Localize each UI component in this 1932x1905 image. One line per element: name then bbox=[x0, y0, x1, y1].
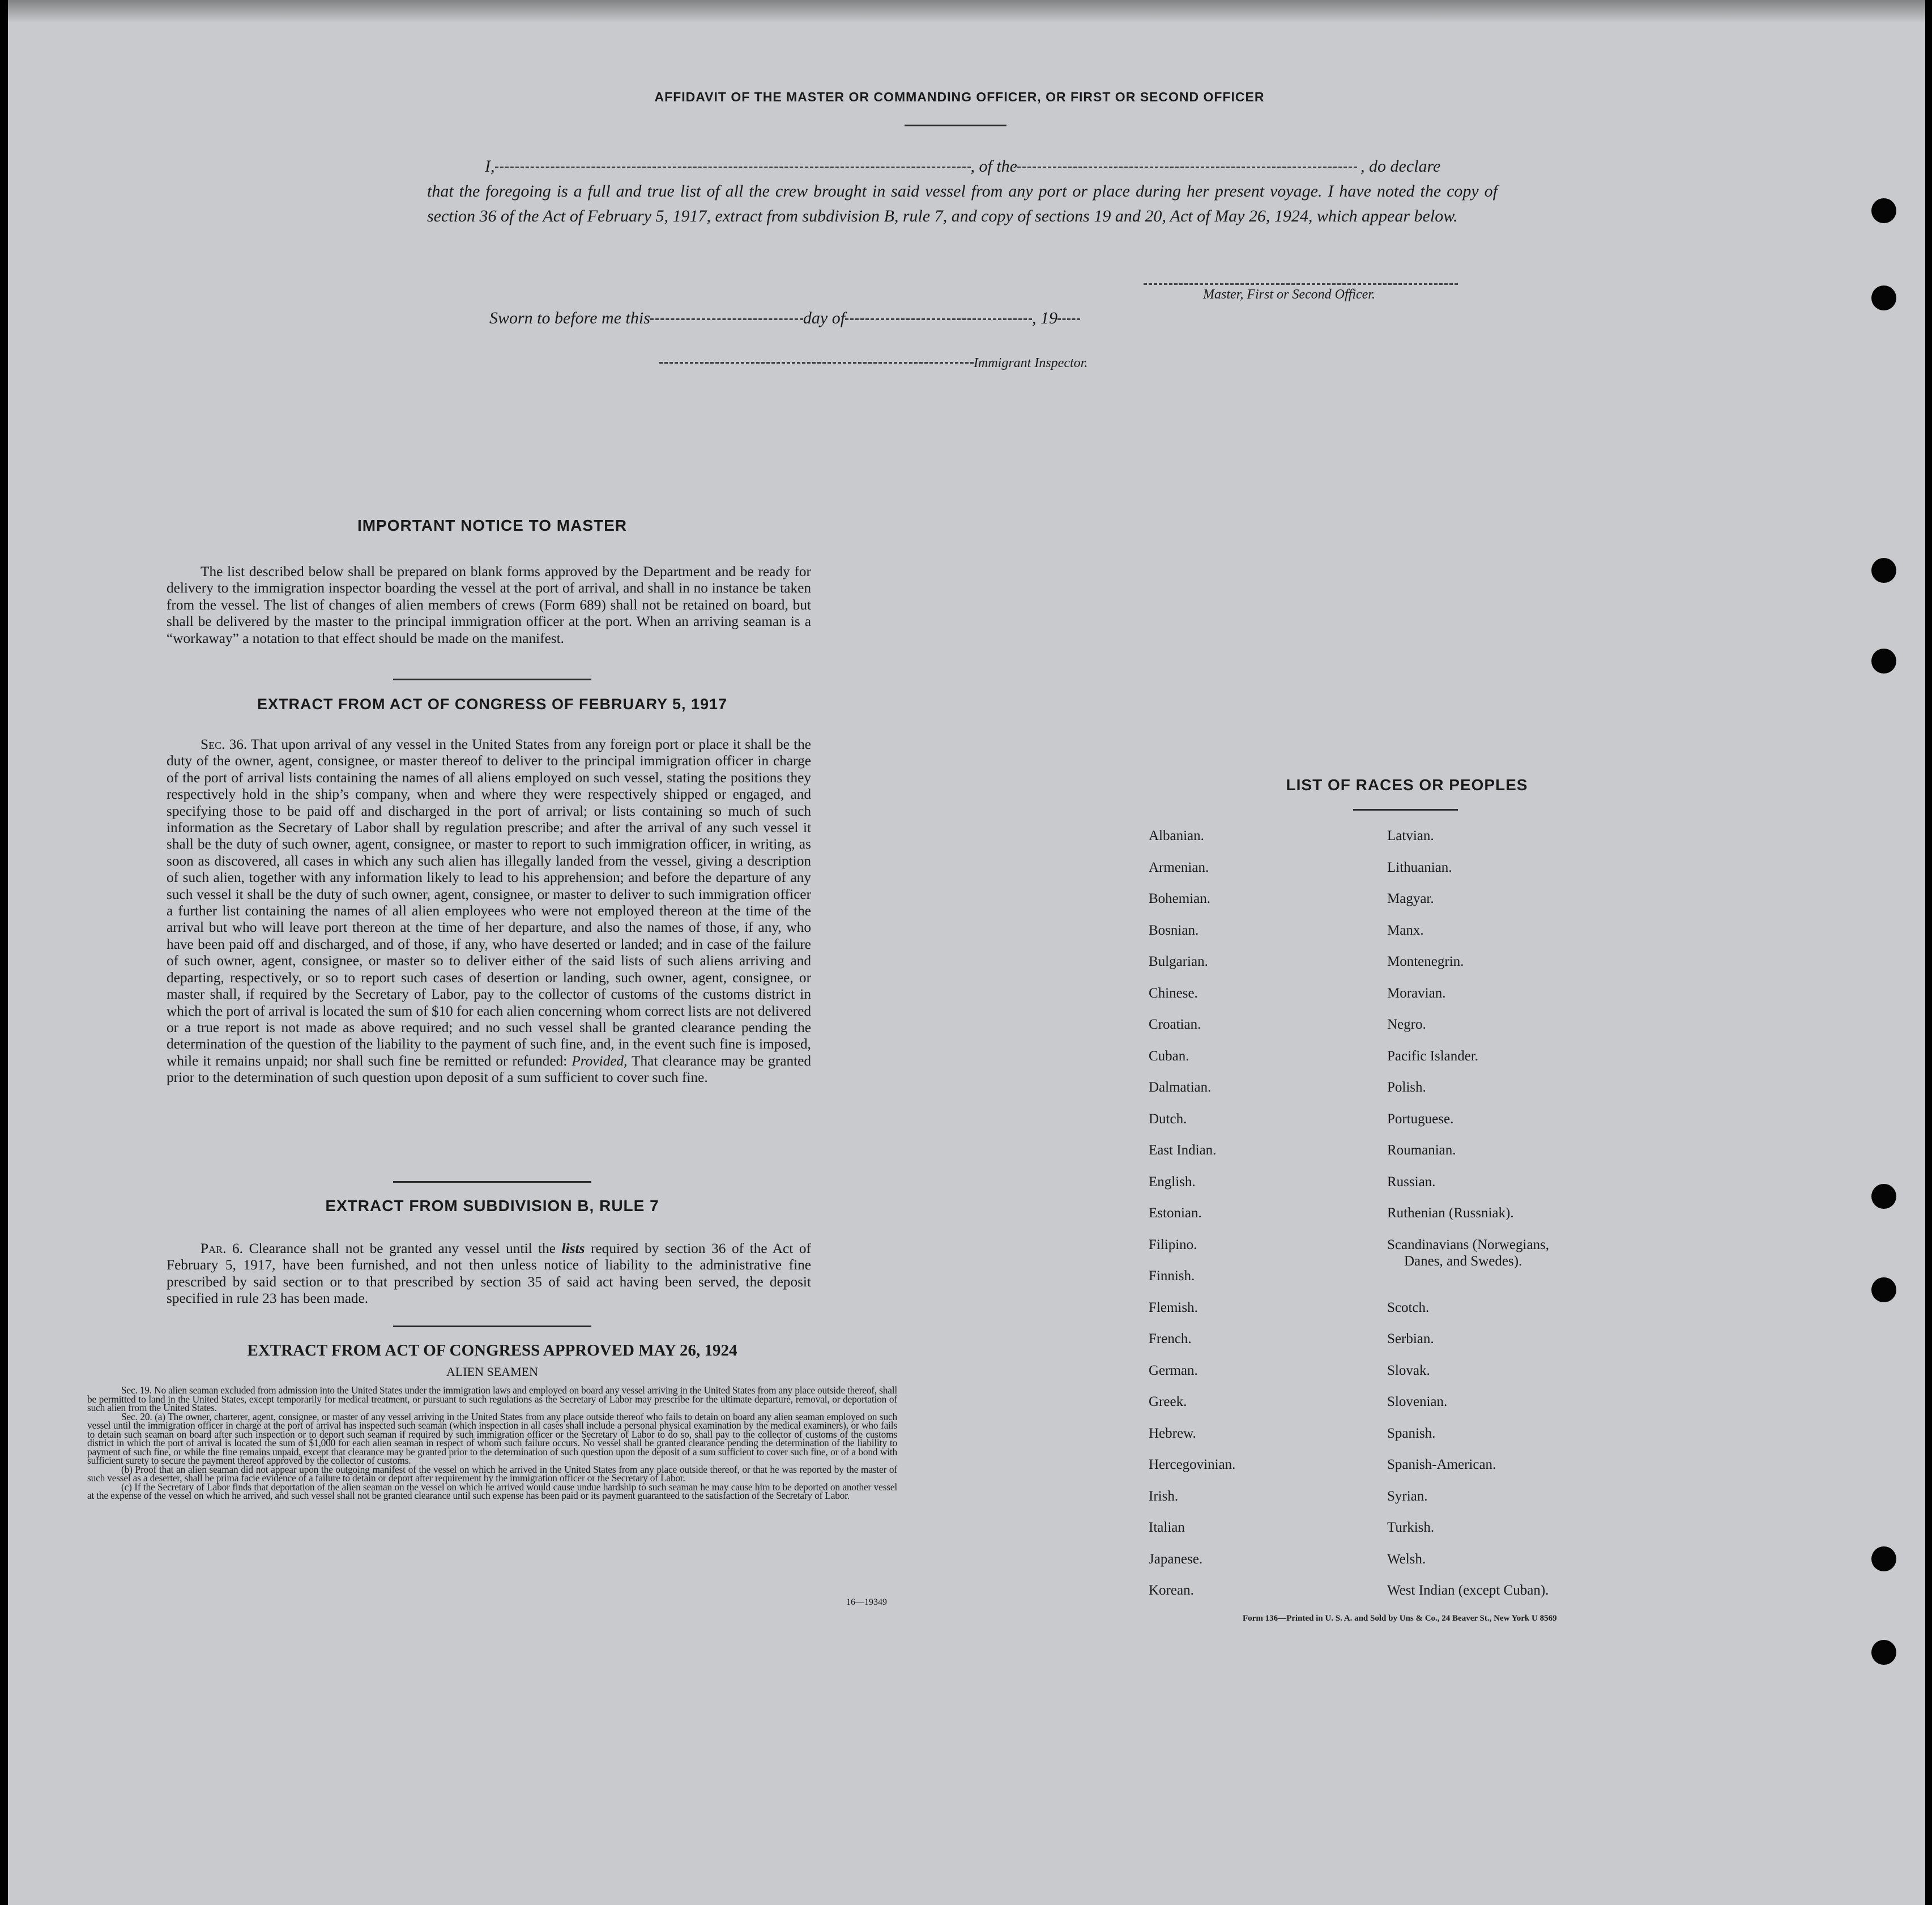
race-item: Finnish. bbox=[1149, 1268, 1195, 1284]
form-page bbox=[8, 0, 1925, 1905]
binder-hole-icon bbox=[1871, 649, 1896, 674]
race-item: Armenian. bbox=[1149, 859, 1209, 875]
race-item: Roumanian. bbox=[1387, 1143, 1456, 1158]
race-item: Slovak. bbox=[1387, 1362, 1430, 1378]
affidavit-of-the: , of the bbox=[970, 157, 1017, 176]
binder-hole-icon bbox=[1871, 198, 1896, 223]
affidavit-body: that the foregoing is a full and true list of all the crew brought in said vessel from any port or place during her present voyage. I have noted the copy of section 36 of the Act of February 5, 1917, extract from subdivision B, rule 7, and copy of sections 19 and 20, Act of May 26, 1924, which appear below. bbox=[427, 182, 1498, 225]
race-item: West Indian (except Cuban). bbox=[1387, 1583, 1549, 1598]
rule7-body bbox=[167, 1241, 811, 1307]
race-item: Turkish. bbox=[1387, 1520, 1435, 1535]
race-item: Hercegovinian. bbox=[1149, 1457, 1236, 1472]
affidavit-title: AFFIDAVIT OF THE MASTER OR COMMANDING OFFICER, OR FIRST OR SECOND OFFICER bbox=[654, 90, 1265, 104]
race-item: Filipino. bbox=[1149, 1237, 1197, 1252]
races-left-column bbox=[1149, 828, 1375, 1614]
notice-body: The list described below shall be prepared on blank forms approved by the Department and be ready for delivery to the immigration inspector boarding the vessel at the port of arrival, and shall in no instance be taken from the vessel. The list of changes of alien members of crews (Form 689) shall not be retained on board, but shall be delivered by the master to the principal immigration officer at the port. When an arriving seaman is a “workaway” a notation to that effect should be made on the manifest. bbox=[167, 564, 811, 646]
race-item: Latvian. bbox=[1387, 828, 1434, 843]
inspector-line bbox=[659, 356, 1087, 371]
affidavit-i: I, bbox=[485, 157, 495, 176]
scan-shadow bbox=[8, 0, 1925, 23]
race-item: Polish. bbox=[1387, 1080, 1426, 1095]
sworn-month-field[interactable] bbox=[845, 318, 1032, 320]
race-item: Italian bbox=[1149, 1520, 1185, 1535]
race-item: Serbian. bbox=[1387, 1331, 1434, 1346]
race-item: Russian. bbox=[1387, 1174, 1436, 1190]
race-item: Spanish-American. bbox=[1387, 1457, 1496, 1472]
race-item: Pacific Islander. bbox=[1387, 1048, 1479, 1064]
sec-36-label: Sec. 36. bbox=[201, 736, 248, 752]
affidavit-first-line bbox=[427, 154, 1498, 179]
extract-1917-body bbox=[167, 736, 811, 1086]
binder-hole-icon bbox=[1871, 1640, 1896, 1665]
binder-hole-icon bbox=[1871, 285, 1896, 310]
sworn-day-field[interactable] bbox=[650, 318, 803, 320]
rule7-lists-word: lists bbox=[561, 1241, 585, 1256]
race-item: Moravian. bbox=[1387, 985, 1446, 1001]
proviso-word: Provided, bbox=[572, 1052, 628, 1069]
inspector-signature-field[interactable] bbox=[659, 362, 974, 364]
races-right-column bbox=[1387, 828, 1648, 1614]
race-item: Chinese. bbox=[1149, 985, 1198, 1001]
race-item: Bulgarian. bbox=[1149, 954, 1208, 969]
race-item: French. bbox=[1149, 1331, 1192, 1346]
rule7-text-b: required by section 36 of the Act of February 5, 1917, have been furnished, and not then unless notice of liability to the administrative fine prescribed by said section or to that prescribed by section 35 of said act having been served, the deposit specified in rule 23 has been made. bbox=[167, 1241, 811, 1307]
extract-1924-body bbox=[87, 1386, 897, 1501]
sworn-day-of: day of bbox=[803, 309, 846, 327]
race-item: Ruthenian (Russniak). bbox=[1387, 1205, 1514, 1221]
sec-19-text: Sec. 19. No alien seaman excluded from admission into the United States under the immigration laws and employed on board any vessel arriving in the United States from any place outside thereof, shall be permitted to land in the United States, except temporarily for medical treatment, or pursuant to such regulations as the Secretary of Labor may prescribe for the ultimate departure, removal, or deportation of such alien from the United States. bbox=[87, 1384, 897, 1413]
race-item: Bosnian. bbox=[1149, 922, 1199, 938]
vessel-name-field[interactable] bbox=[1017, 167, 1357, 168]
race-item: Negro. bbox=[1387, 1017, 1426, 1032]
race-item: Welsh. bbox=[1387, 1551, 1426, 1567]
binder-hole-icon bbox=[1871, 558, 1896, 583]
race-item: Magyar. bbox=[1387, 891, 1434, 906]
master-name-field[interactable] bbox=[495, 167, 971, 168]
race-item: Manx. bbox=[1387, 922, 1424, 938]
race-item: Greek. bbox=[1149, 1394, 1187, 1409]
binder-hole-icon bbox=[1871, 1277, 1896, 1302]
race-item: Flemish. bbox=[1149, 1299, 1198, 1315]
sec-20a-text: Sec. 20. (a) The owner, charterer, agent, consignee, or master of any vessel arriving in the United States from any place outside thereof who fails to detain on board any alien seaman employed on such vessel until the immigration officer in charge at the port of arrival has inspected such seaman (which inspection in all cases shall include a personal physical examination by the medical examiners), or who fails to detain such seaman on board after such inspection or to deport such seaman if required by such immigration officer or the Secretary of Labor to do so, shall pay to the collector of customs of the customs district in which the port of arrival is located the sum of $1,000 for each alien seaman in respect of whom such failure occurs. No vessel shall be granted clearance pending the determination of the liability to payment of such fine, or while the fine remains unpaid, except that clearance may be granted prior to the determination of such question upon the deposit of a sum sufficient to cover such fine, or of a bond with sufficient surety to secure the payment thereof approved by the collector of customs. bbox=[87, 1410, 897, 1466]
races-title-rule bbox=[1353, 809, 1458, 811]
extract-1924-title: EXTRACT FROM ACT OF CONGRESS APPROVED MAY 26, 1924 bbox=[247, 1341, 737, 1360]
race-item: German. bbox=[1149, 1362, 1198, 1378]
sworn-line bbox=[489, 309, 1080, 328]
race-item: Hebrew. bbox=[1149, 1425, 1196, 1441]
race-item: Slovenian. bbox=[1387, 1394, 1448, 1409]
race-item: Dutch. bbox=[1149, 1111, 1187, 1127]
race-item: Scandinavians (Norwegians, bbox=[1387, 1237, 1550, 1252]
race-item: Japanese. bbox=[1149, 1551, 1203, 1567]
sworn-prefix: Sworn to before me this bbox=[489, 309, 650, 327]
extract-1917-title: EXTRACT FROM ACT OF CONGRESS OF FEBRUARY 5, 1917 bbox=[257, 696, 728, 713]
rule7-title: EXTRACT FROM SUBDIVISION B, RULE 7 bbox=[325, 1197, 659, 1214]
race-item: Lithuanian. bbox=[1387, 859, 1452, 875]
sec-36-text: That upon arrival of any vessel in the United States from any foreign port or place it shall be the duty of the owner, agent, consignee, or master thereof to deliver to the principal immigration officer in charge of the port of arrival lists containing the names of all aliens employed on such vessel, stating the positions they respectively hold in the ship’s company, when and where they were respectively shipped or engaged, and specifying those to be paid off and discharged in the port of arrival; or lists containing so much of such information as the Secretary of Labor shall by regulation prescribe; and after the arrival of any such vessel it shall be the duty of such owner, agent, consignee, or master to report to such immigration officer, in writing, as soon as discovered, all cases in which any such alien has illegally landed from the vessel, giving a description of such alien, together with any information likely to lead to his apprehension; and before the departure of any such vessel it shall be the duty of such owner, agent, consignee, or master to deliver to such immigration officer a further list containing the names of all alien employees who were not employed thereon at the time of the arrival but who will leave port thereon at the time of her departure, and also the names of those, if any, who have been paid off and discharged, and of those, if any, who have deserted or landed; and in case of the failure of such owner, agent, consignee, or master so to deliver either of the said lists of such aliens arriving and departing, respectively, or so to report such cases of desertion or landing, such owner, agent, consignee, or master shall, if required by the Secretary of Labor, pay to the collector of customs of the customs district in which the port of arrival is located the sum of $10 for each alien concerning whom correct lists are not delivered or a true report is not made as above required; and no such vessel shall be granted clearance pending the determination of the question of the liability to the payment of such fine, and, in the event such fine is imposed, while it remains unpaid; nor shall such fine be remitted or refunded: bbox=[167, 736, 811, 1069]
race-item: Spanish. bbox=[1387, 1425, 1436, 1441]
race-item: Scotch. bbox=[1387, 1299, 1430, 1315]
binder-hole-icon bbox=[1871, 1184, 1896, 1209]
par-6-label: Par. 6. bbox=[201, 1241, 243, 1256]
print-code: 16—19349 bbox=[846, 1597, 887, 1607]
affidavit-title-rule bbox=[905, 125, 1006, 126]
race-item: Albanian. bbox=[1149, 828, 1204, 843]
race-item: Syrian. bbox=[1387, 1488, 1428, 1504]
affidavit-declaration bbox=[427, 154, 1498, 229]
race-item: Korean. bbox=[1149, 1583, 1194, 1598]
form-footer: Form 136—Printed in U. S. A. and Sold by Uns & Co., 24 Beaver St., New York U 8569 bbox=[1243, 1614, 1557, 1623]
notice-title: IMPORTANT NOTICE TO MASTER bbox=[357, 517, 628, 534]
inspector-label: Immigrant Inspector. bbox=[974, 356, 1088, 370]
race-item: Dalmatian. bbox=[1149, 1080, 1212, 1095]
race-item: East Indian. bbox=[1149, 1143, 1217, 1158]
race-item: Bohemian. bbox=[1149, 891, 1211, 906]
race-item: Cuban. bbox=[1149, 1048, 1189, 1064]
races-title: LIST OF RACES OR PEOPLES bbox=[1286, 776, 1528, 794]
rule7-rule bbox=[393, 1326, 591, 1327]
race-item: Croatian. bbox=[1149, 1017, 1201, 1032]
rule7-text-a: Clearance shall not be granted any vessel until the bbox=[249, 1241, 556, 1256]
binder-hole-icon bbox=[1871, 1546, 1896, 1571]
race-item: Montenegrin. bbox=[1387, 954, 1464, 969]
race-item: Irish. bbox=[1149, 1488, 1179, 1504]
sworn-year: , 19 bbox=[1032, 309, 1058, 327]
race-item: Estonian. bbox=[1149, 1205, 1202, 1221]
race-item: Portuguese. bbox=[1387, 1111, 1454, 1127]
race-item: English. bbox=[1149, 1174, 1196, 1190]
extract-1917-rule bbox=[393, 1181, 591, 1183]
sec-20b-text: (b) Proof that an alien seaman did not appear upon the outgoing manifest of the vessel on which he arrived in the United States from any place outside thereof, or that he was reported by the master of such vessel as a deserter, shall be prima facie evidence of a failure to detain or deport after requirement by the immigration officer or the Secretary of Labor. bbox=[87, 1463, 897, 1484]
extract-1924-subtitle: ALIEN SEAMEN bbox=[446, 1365, 538, 1379]
notice-rule bbox=[393, 679, 591, 680]
affidavit-declare: , do declare bbox=[1360, 157, 1441, 176]
signature-line[interactable] bbox=[1144, 283, 1458, 285]
proviso-text: That clearance may be granted prior to the determination of such question upon deposit of a sum sufficient to cover such fine. bbox=[167, 1052, 812, 1086]
signature-label: Master, First or Second Officer. bbox=[1203, 287, 1375, 302]
race-item: Danes, and Swedes). bbox=[1404, 1253, 1522, 1269]
sworn-year-field[interactable] bbox=[1057, 318, 1080, 320]
sec-20c-text: (c) If the Secretary of Labor finds that deportation of the alien seaman on the vessel on which he arrived would cause undue hardship to such seaman he may cause him to be deported on another vessel at the expense of the vessel on which he arrived, and such vessel shall not be granted clearance until such expense has been paid or its payment guaranteed to the satisfaction of the Secretary of Labor. bbox=[87, 1481, 897, 1501]
